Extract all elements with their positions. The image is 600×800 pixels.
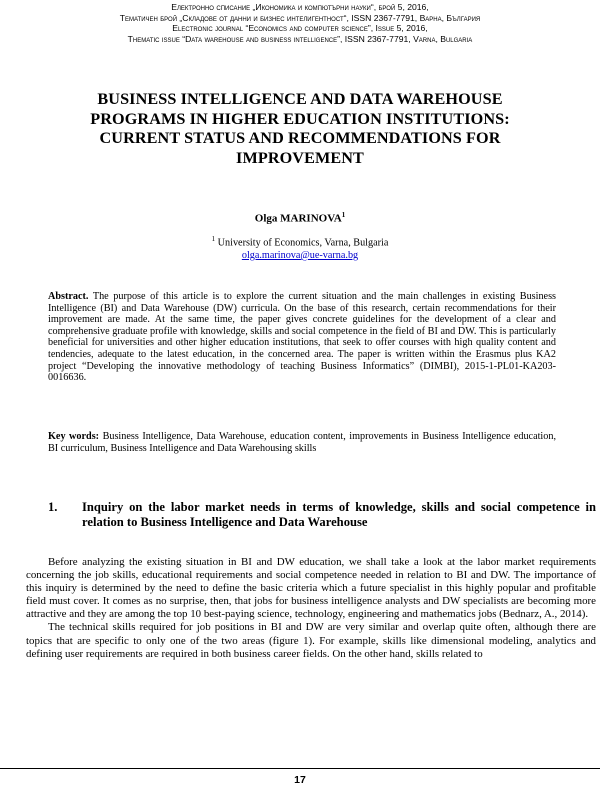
affiliation (0, 233, 600, 262)
section-title: Inquiry on the labor market needs in terms of knowledge, skills and social competence in relation to Business Intelligence and Data Warehouse (82, 500, 596, 530)
author-name: Olga MARINOVA (254, 212, 342, 225)
abstract (48, 291, 556, 384)
section-heading (48, 500, 596, 531)
title-line: IMPROVEMENT (236, 148, 364, 167)
header-line-en-1: Electronic journal “Economics and computer science”, Issue 5, 2016, (172, 23, 428, 34)
paragraph: Before analyzing the existing situation in BI and DW education, we shall take a look at the labor market requirements concerning the job skills, educational requirements and social competence needed in relation to BI and DW. The importance of this inquiry is determined by the need to define the basic criteria which a future specialist in this highly popular and profitable field must cover. It comes as no surprise, then, that jobs for business intelligence analysts and DW specialists are becoming more attractive and they are among the top 10 best-paying science, technology, engineering and mathematics jobs (Bednarz, A., 2014). (26, 556, 596, 621)
title-line: BUSINESS INTELLIGENCE AND DATA WAREHOUSE (97, 90, 503, 108)
footer-rule (0, 768, 600, 769)
author (0, 211, 600, 225)
keywords (48, 431, 556, 455)
keywords-text: Business Intelligence, Data Warehouse, education content, improvements in Business Intelligence education, BI curriculum, Business Intelligence and Data Warehousing skills (48, 431, 556, 454)
abstract-text: The purpose of this article is to explore the current situation and the main challenges in existing Business Intelligence (BI) and Data Warehouse (DW) curricula. On the base of this research, certain recommendations for their improvement are made. At the same time, the paper gives concrete guidelines for the development of a clear and comprehensive graduate profile with knowledge, skills and social competence in the field of BI and DW. This is particularly beneficial for universities and other higher education institutions, that seek to offer courses with high quality content and tendencies, adequate to the latest education, in the concerned area. The paper is written within the Erasmus plus KA2 project “Developing the innovative methodology of teaching Business Informatics” (DIMBI), 2015-1-PL01-KA203-0016636. (48, 291, 556, 384)
keywords-label: Key words: (48, 431, 100, 442)
body-text (26, 556, 596, 661)
header-line-bg-1: Електронно списание „Икономика и компютърни науки“, брой 5, 2016, (171, 2, 429, 12)
paragraph: The technical skills required for job positions in BI and DW are very similar and overlap quite often, although there are topics that are specific to only one of the two areas (figure 1). For example, skills like dimensional modeling, analytics and defining user requirements are required in both business career fields. On the other hand, skills related to (26, 621, 596, 660)
author-email-link[interactable]: olga.marinova@ue-varna.bg (241, 249, 359, 261)
affiliation-mark: 1 (211, 235, 216, 243)
affiliation-text: University of Economics, Varna, Bulgaria (215, 237, 389, 249)
title-line: PROGRAMS IN HIGHER EDUCATION INSTITUTIONS: (90, 109, 510, 128)
author-affiliation-mark: 1 (341, 211, 346, 219)
abstract-label: Abstract. (48, 291, 89, 302)
page-number: 17 (294, 774, 306, 786)
section-number: 1. (48, 500, 58, 514)
header-line-bg-2: Тематичен брой „Складове от данни и бизнес интелигентност“, ISSN 2367-7791, Варна, България (119, 12, 481, 23)
header-line-en-2: Thematic issue “Data warehouse and business intelligence”, ISSN 2367-7791, Varna, Bulgaria (127, 33, 473, 44)
running-header (0, 2, 600, 44)
paper-title (50, 90, 550, 168)
title-line: CURRENT STATUS AND RECOMMENDATIONS FOR (99, 129, 501, 147)
